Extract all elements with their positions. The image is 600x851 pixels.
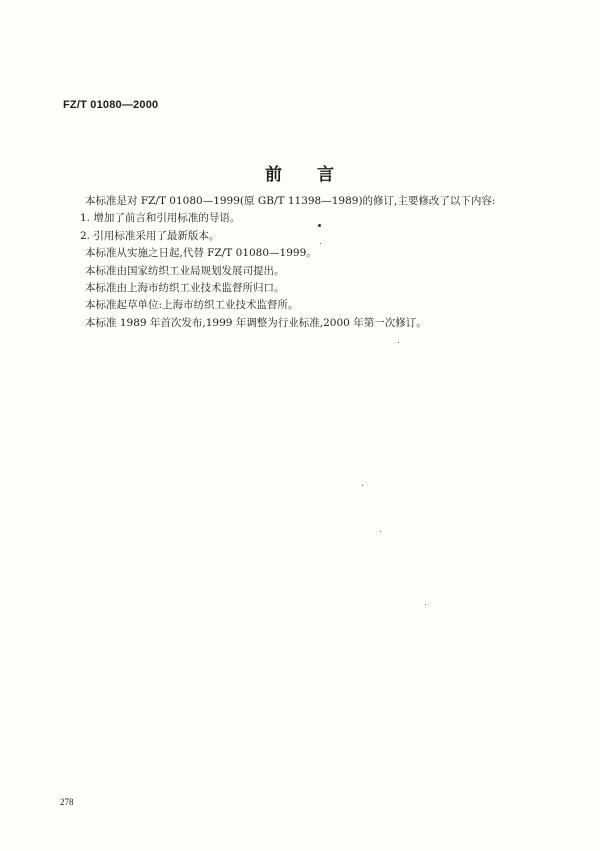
page-title <box>0 160 600 185</box>
scan-speck <box>398 342 399 343</box>
scan-speck <box>362 485 363 486</box>
scan-speck <box>380 531 381 532</box>
foreword-line-replaces: 本标准从实施之日起,代替 FZ/T 01080—1999。 <box>85 247 317 260</box>
foreword-line-history: 本标准 1989 年首次发布,1999 年调整为行业标准,2000 年第一次修订。 <box>85 316 427 329</box>
foreword-line-change-1: 1. 增加了前言和引用标准的导语。 <box>80 212 241 225</box>
foreword-line-proposed-by: 本标准由国家纺织工业局规划发展司提出。 <box>85 264 285 277</box>
scan-speck <box>320 243 321 244</box>
title-char-2: 言 <box>317 165 335 185</box>
scan-speck <box>425 604 426 605</box>
page-number: 278 <box>60 797 74 807</box>
foreword-line-managed-by: 本标准由上海市纺织工业技术监督所归口。 <box>85 282 285 295</box>
standard-code: FZ/T 01080—2000 <box>63 99 159 111</box>
foreword-body <box>80 193 555 332</box>
scan-speck <box>318 224 321 227</box>
foreword-line-change-2: 2. 引用标准采用了最新版本。 <box>80 229 220 242</box>
foreword-line-intro: 本标准是对 FZ/T 01080—1999(原 GB/T 11398—1989)的修订,主要修改了以下内容: <box>85 195 496 207</box>
title-char-1: 前 <box>265 165 283 185</box>
foreword-line-drafting-unit: 本标准起草单位:上海市纺织工业技术监督所。 <box>85 299 299 312</box>
